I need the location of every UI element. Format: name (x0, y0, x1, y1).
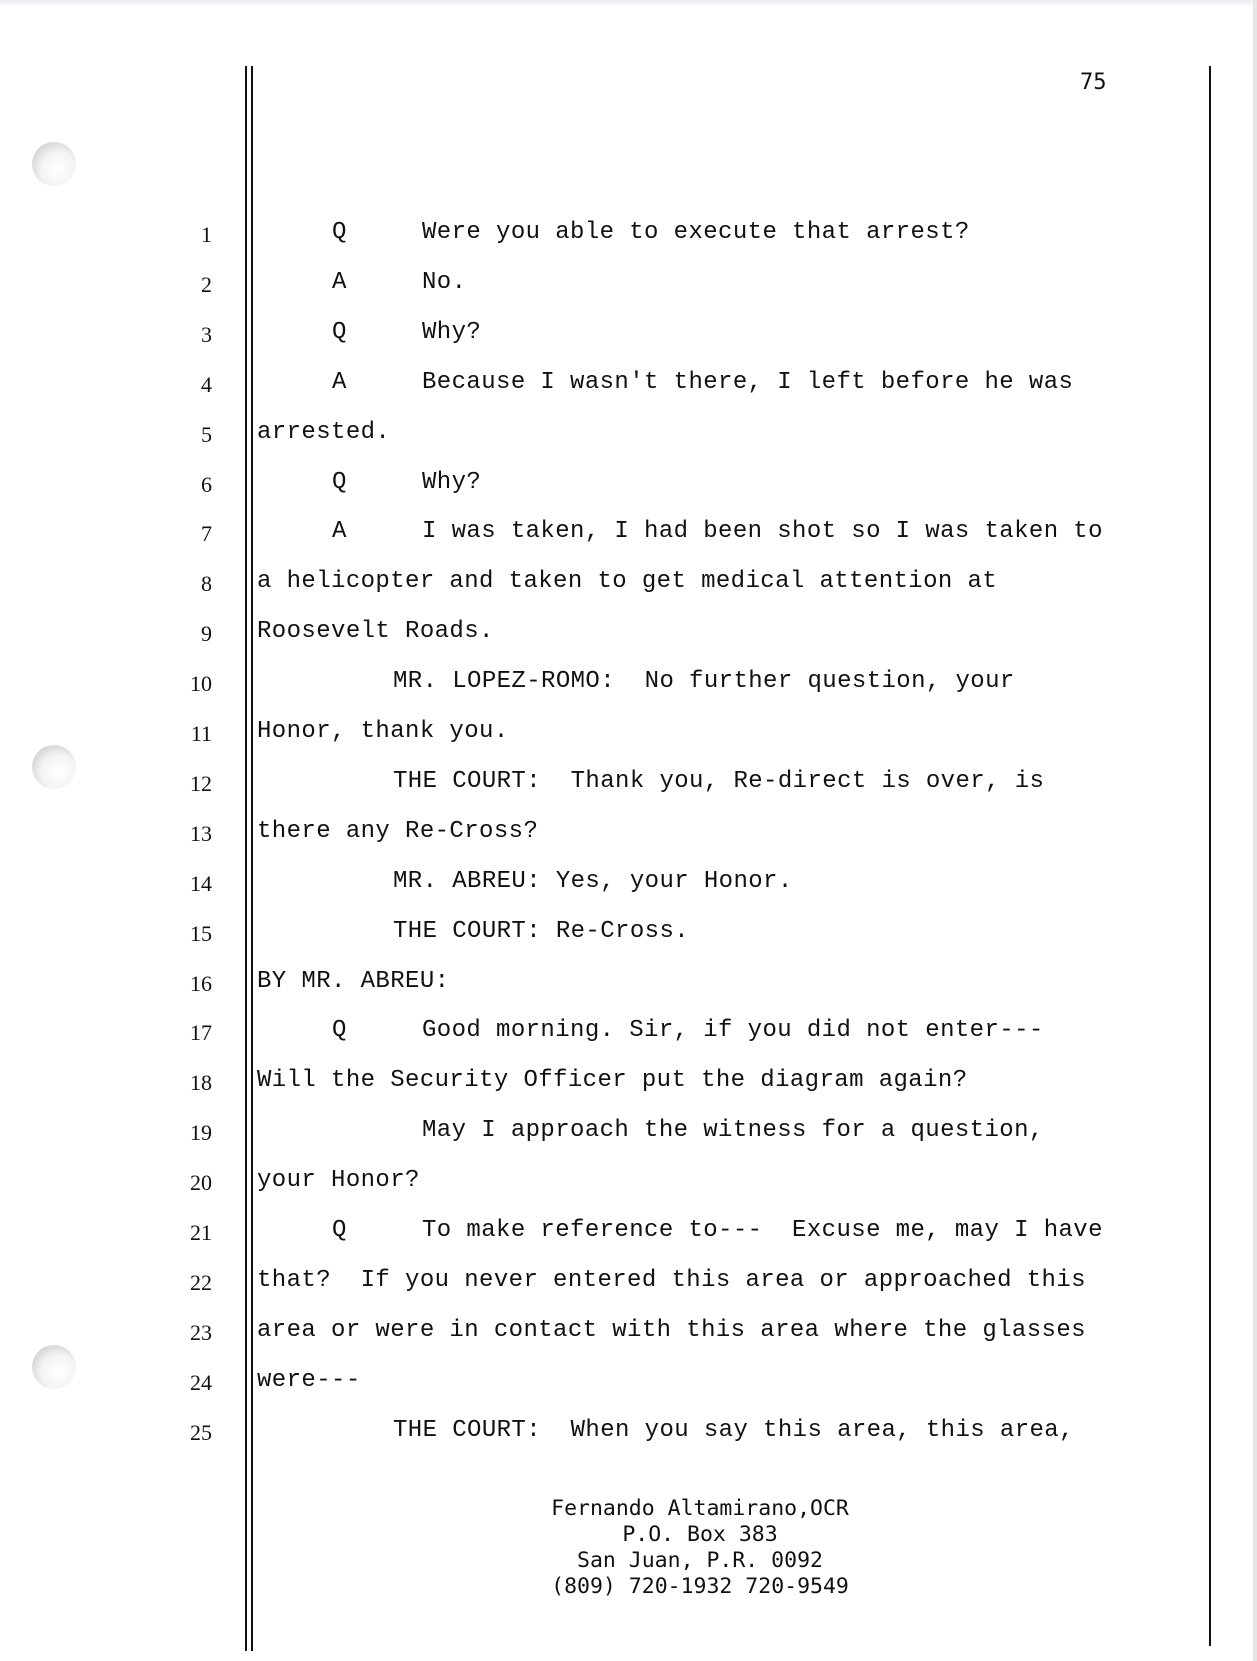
line-number: 2 (201, 271, 212, 297)
line-number: 9 (201, 621, 212, 647)
transcript-line-text: BY MR. ABREU: (257, 967, 450, 995)
transcript-line-text: Were you able to execute that arrest? (422, 219, 970, 246)
transcript-line-text: THE COURT: When you say this area, this area, (393, 1416, 1074, 1444)
speaker-label: A (332, 268, 347, 296)
line-number: 3 (201, 321, 212, 347)
right-margin-rule (1209, 66, 1211, 1646)
reporter-phone: (809) 720-1932 720-9549 (551, 1574, 849, 1599)
transcript-line-text: arrested. (257, 418, 391, 446)
line-number: 19 (190, 1120, 212, 1146)
transcript-line-text: May I approach the witness for a question, (422, 1117, 1044, 1145)
line-number: 24 (190, 1369, 212, 1395)
speaker-label: A (332, 518, 347, 546)
transcript-line-text: MR. ABREU: Yes, your Honor. (393, 867, 793, 895)
line-number: 15 (190, 920, 212, 946)
speaker-label: Q (332, 318, 347, 346)
transcript-line-text: THE COURT: Re-Cross. (393, 917, 690, 945)
line-number: 7 (201, 521, 212, 547)
line-number: 17 (190, 1020, 212, 1046)
paper-top-edge (0, 0, 1257, 7)
transcript-line-text: No. (422, 268, 467, 296)
line-number: 22 (190, 1269, 212, 1295)
line-number: 13 (190, 820, 212, 846)
transcript-line-text: were--- (257, 1366, 361, 1394)
binder-hole-middle (32, 745, 76, 789)
transcript-line-text: a helicopter and taken to get medical attention at (257, 568, 998, 596)
line-number: 14 (190, 870, 212, 896)
transcript-line-text: Why? (422, 468, 482, 496)
line-number: 11 (190, 721, 212, 746)
transcript-line-text: Because I wasn't there, I left before he was (422, 368, 1074, 396)
line-number: 6 (201, 471, 212, 497)
line-number: 18 (190, 1070, 212, 1096)
transcript-line-text: MR. LOPEZ-ROMO: No further question, your (393, 668, 1015, 696)
left-margin-rule-outer (245, 66, 247, 1651)
page-number: 75 (1080, 70, 1107, 95)
transcript-line-text: Honor, thank you. (257, 718, 509, 745)
transcript-line-text: Roosevelt Roads. (257, 618, 494, 646)
line-number: 12 (190, 770, 212, 796)
line-number: 23 (190, 1319, 212, 1345)
speaker-label: Q (332, 219, 347, 246)
transcript-line-text: that? If you never entered this area or approached this (257, 1266, 1086, 1294)
transcript-line-text: THE COURT: Thank you, Re-direct is over, is (393, 767, 1045, 795)
transcript-line-text: I was taken, I had been shot so I was taken to (422, 518, 1103, 546)
line-number: 1 (201, 222, 212, 247)
binder-hole-bottom (32, 1345, 76, 1389)
line-number: 5 (201, 421, 212, 447)
line-number: 8 (201, 571, 212, 597)
transcript-line-text: your Honor? (257, 1167, 420, 1195)
line-number: 21 (190, 1220, 212, 1245)
line-number: 16 (190, 970, 212, 996)
transcript-line-text: area or were in contact with this area where the glasses (257, 1316, 1086, 1344)
speaker-label: Q (332, 1217, 347, 1244)
speaker-label: Q (332, 468, 347, 496)
line-number: 20 (190, 1170, 212, 1196)
paper-right-edge (1253, 0, 1257, 1661)
speaker-label: Q (332, 1017, 347, 1045)
transcript-line-text: Why? (422, 318, 482, 346)
reporter-name: Fernando Altamirano,OCR (551, 1496, 849, 1521)
transcript-line-text: Good morning. Sir, if you did not enter--- (422, 1017, 1044, 1045)
reporter-address-line-1: P.O. Box 383 (622, 1522, 778, 1547)
binder-hole-top (32, 142, 76, 186)
line-number: 10 (190, 671, 212, 697)
reporter-address-line-2: San Juan, P.R. 0092 (577, 1548, 823, 1573)
transcript-line-text: there any Re-Cross? (257, 817, 539, 845)
line-number: 25 (190, 1419, 212, 1445)
speaker-label: A (332, 368, 347, 396)
transcript-line-text: Will the Security Officer put the diagram again? (257, 1067, 968, 1095)
left-margin-rule-inner (251, 66, 253, 1651)
transcript-line-text: To make reference to--- Excuse me, may I have (422, 1217, 1103, 1244)
line-number: 4 (201, 371, 212, 397)
